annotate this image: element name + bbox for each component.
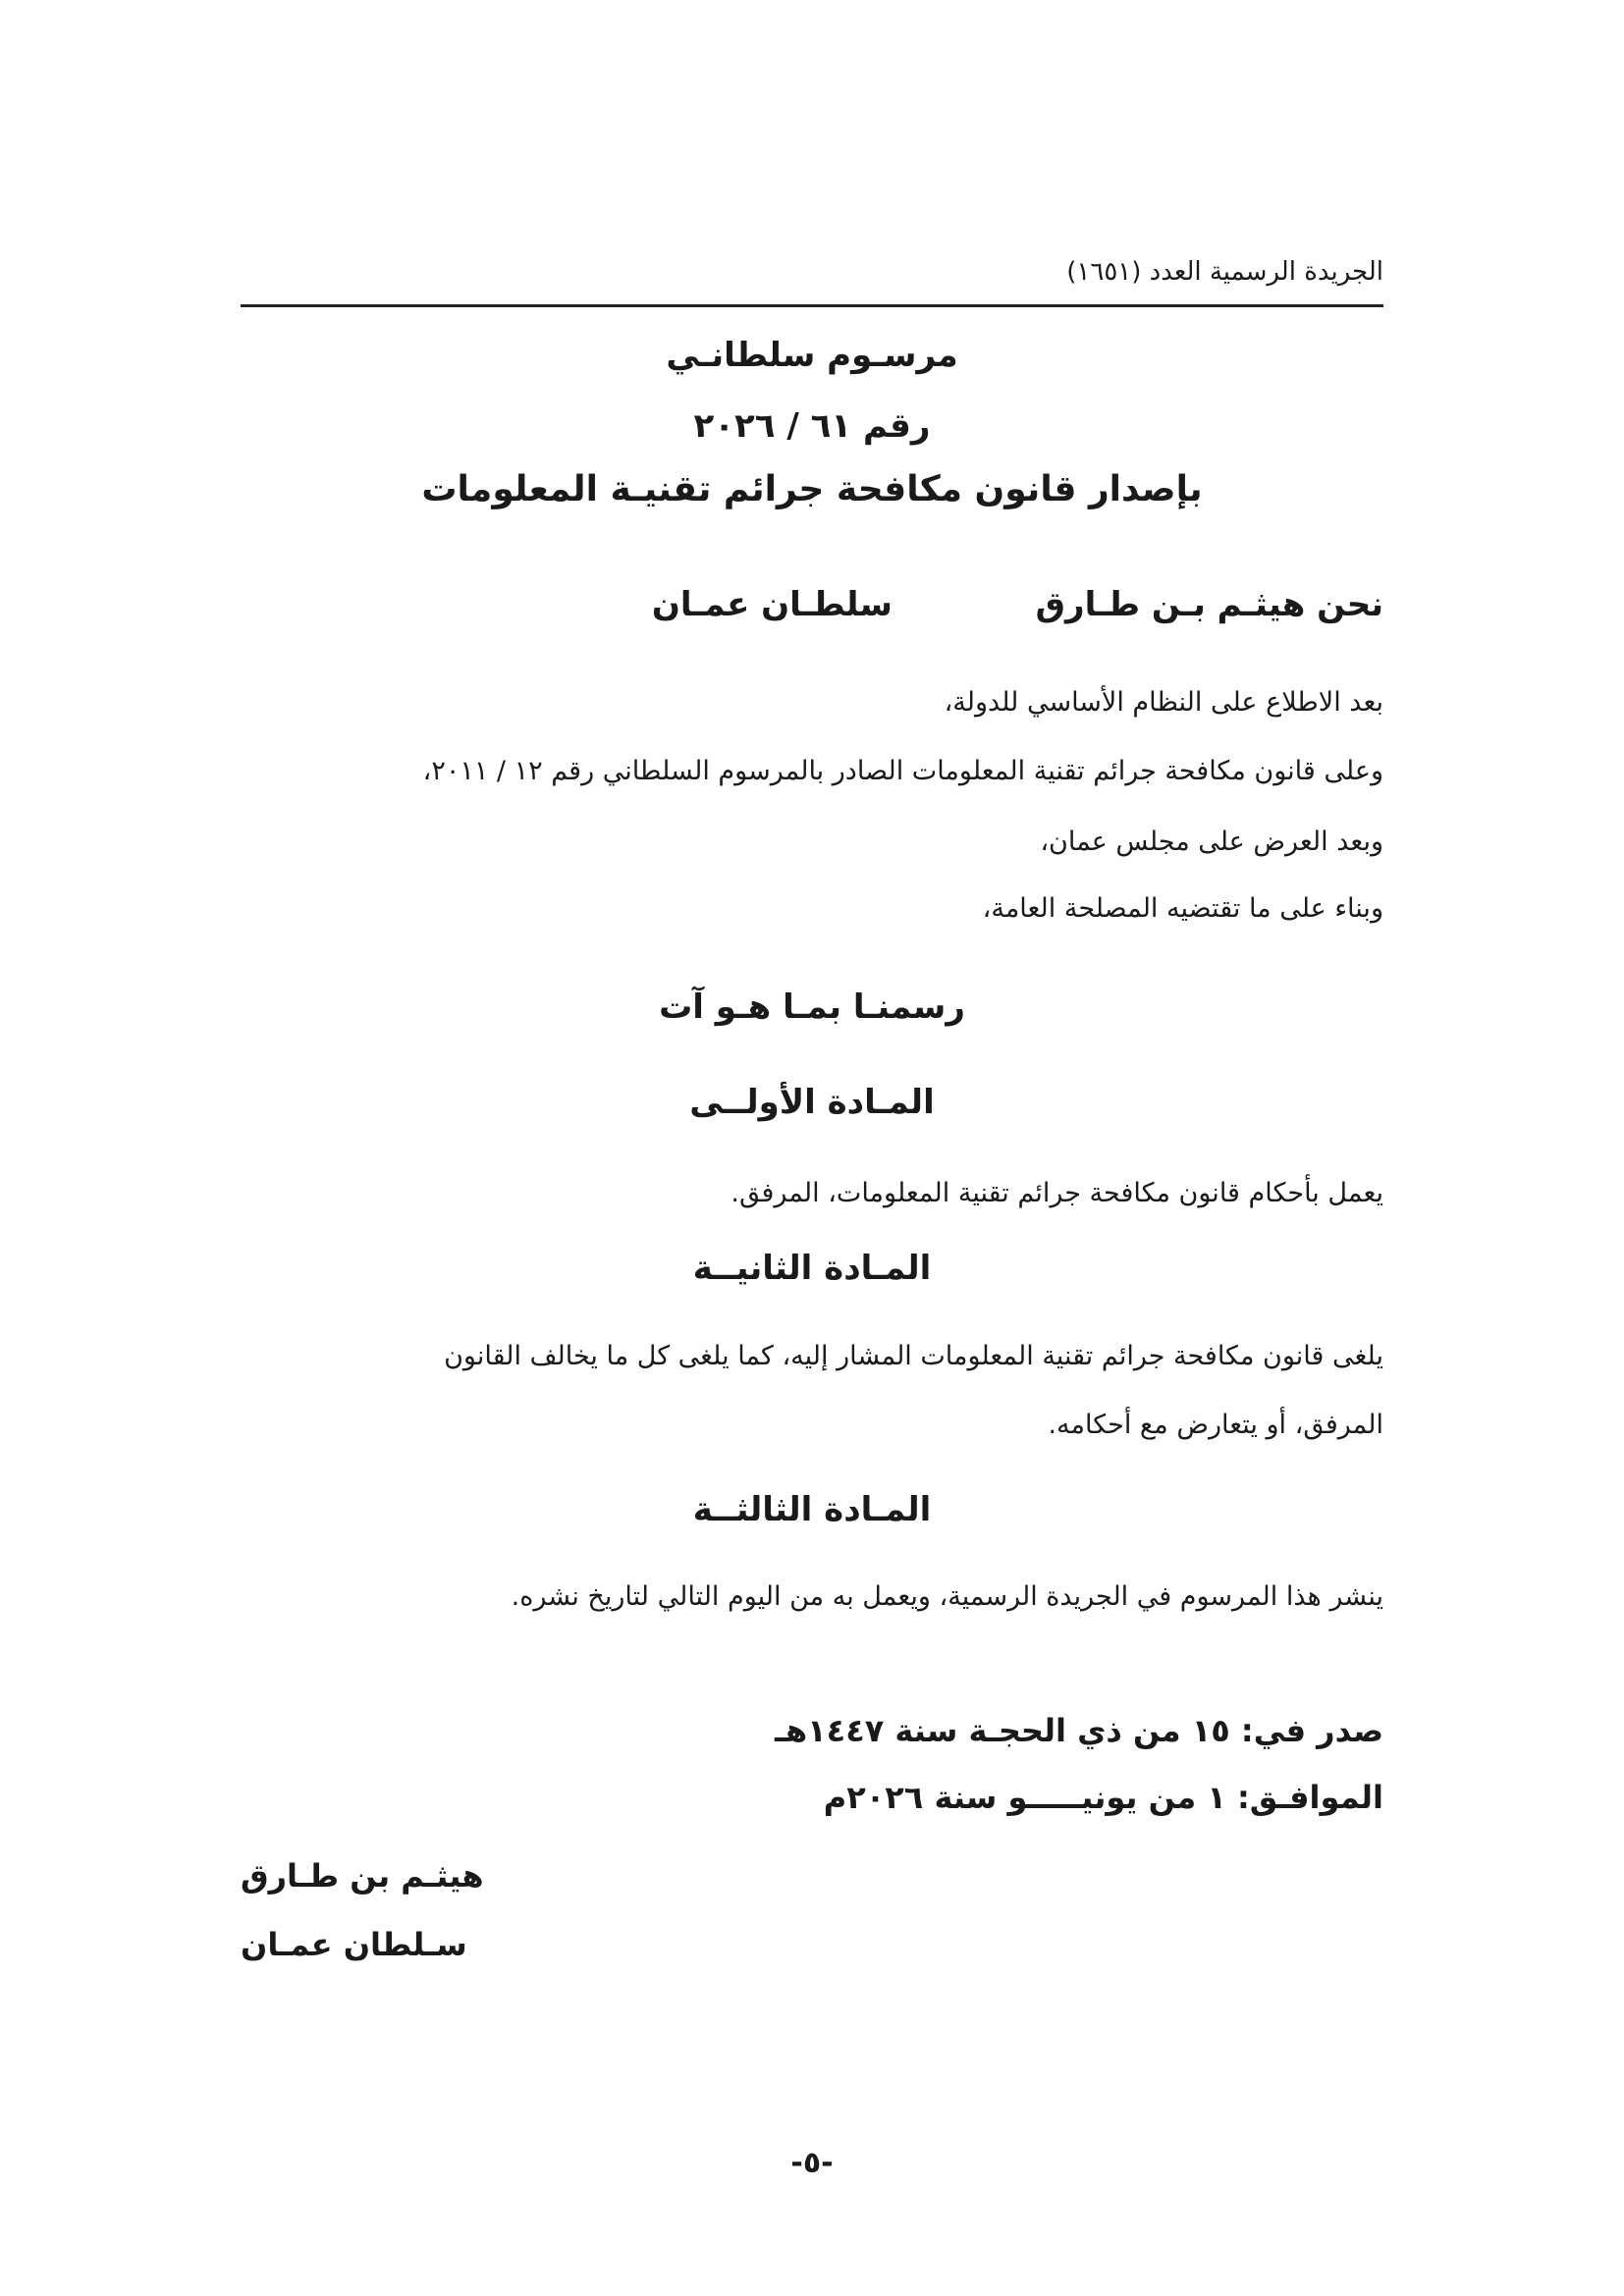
article-heading: المـادة الثانيــة bbox=[692, 1249, 932, 1288]
article-text: يلغى قانون مكافحة جرائم تقنية المعلومات المشار إليه، كما يلغى كل ما يخالف القانون bbox=[444, 1341, 1383, 1371]
preamble-line: بعد الاطلاع على النظام الأساسي للدولة، bbox=[944, 687, 1383, 718]
preamble-line: وبناء على ما تقتضيه المصلحة العامة، bbox=[982, 893, 1383, 924]
decree-subject: بإصدار قانون مكافحة جرائم تقنيـة المعلومات bbox=[421, 469, 1203, 509]
page-number: -٥- bbox=[790, 2146, 834, 2180]
running-header: الجريدة الرسمية العدد (١٦٥١) bbox=[1066, 257, 1383, 287]
sovereign-name: نحن هيثـم بـن طـارق bbox=[1035, 585, 1383, 624]
signature-name: هيثـم بن طـارق bbox=[241, 1857, 484, 1895]
issue-date-hijri: صدر في: ١٥ من ذي الحجـة سنة ١٤٤٧هـ bbox=[775, 1712, 1383, 1749]
header-rule bbox=[241, 304, 1383, 307]
article-heading: المـادة الأولــى bbox=[689, 1083, 935, 1122]
preamble-line: وعلى قانون مكافحة جرائم تقنية المعلومات الصادر بالمرسوم السلطاني رقم ١٢ / ٢٠١١، bbox=[422, 756, 1383, 786]
sovereign-title: سلطـان عمـان bbox=[651, 585, 893, 624]
article-text: يعمل بأحكام قانون مكافحة جرائم تقنية المعلومات، المرفق. bbox=[731, 1178, 1383, 1208]
article-text: المرفق، أو يتعارض مع أحكامه. bbox=[1048, 1410, 1383, 1440]
article-heading: المـادة الثالثــة bbox=[692, 1490, 932, 1529]
decree-number: رقم ٦١ / ٢٠٢٦ bbox=[693, 406, 931, 446]
article-text: ينشر هذا المرسوم في الجريدة الرسمية، ويعمل به من اليوم التالي لتاريخ نشره. bbox=[511, 1581, 1383, 1612]
decree-formula: رسمنـا بمـا هـو آت bbox=[659, 988, 965, 1027]
issue-date-gregorian: الموافـق: ١ من يونيـــــو سنة ٢٠٢٦م bbox=[823, 1779, 1383, 1816]
decree-title: مرسـوم سلطانـي bbox=[666, 336, 958, 375]
preamble-line: وبعد العرض على مجلس عمان، bbox=[1040, 827, 1383, 857]
signature-title: سـلطان عمـان bbox=[241, 1926, 467, 1963]
